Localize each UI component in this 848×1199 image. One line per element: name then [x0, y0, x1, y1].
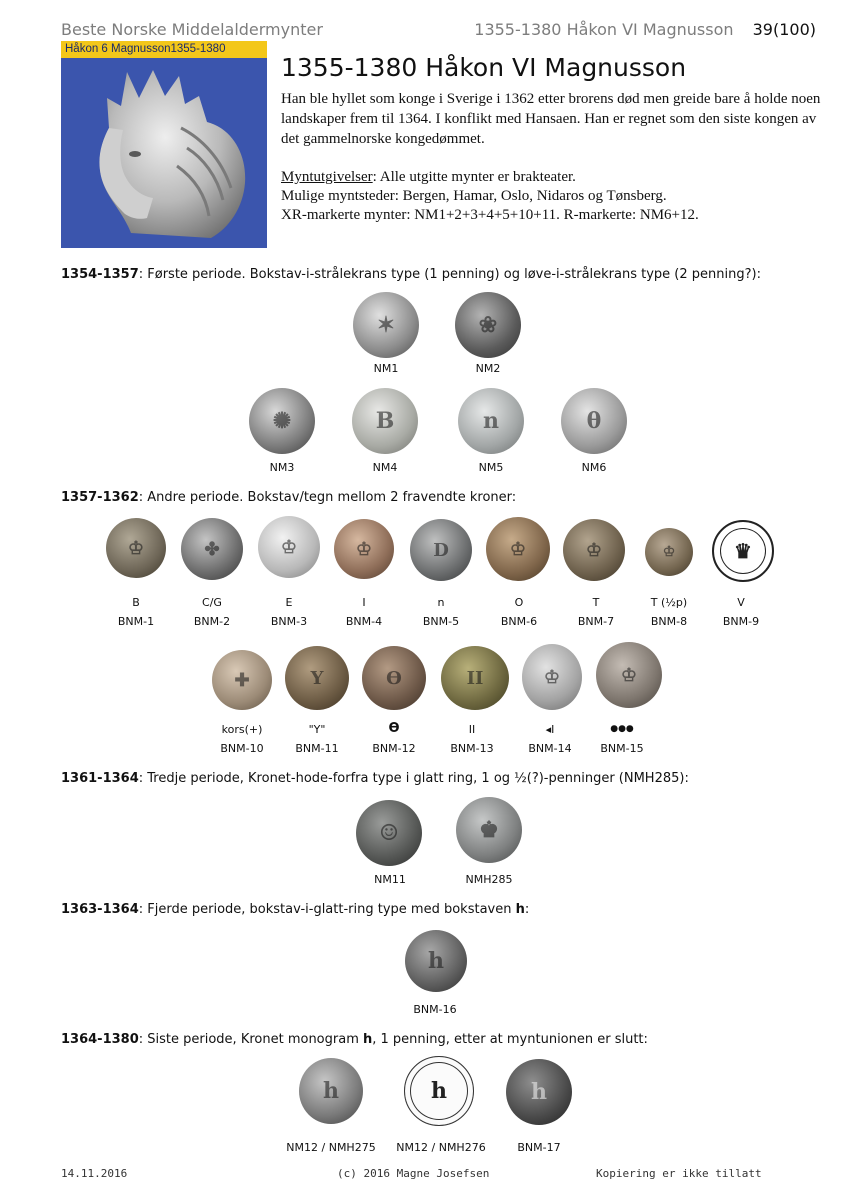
coin-catalog-label: NM12 / NMH275	[286, 1141, 376, 1154]
coin-symbol-label: kors(+)	[221, 723, 263, 736]
coin-catalog-label: BNM-9	[722, 615, 760, 628]
coin-nm2-image: ❀	[455, 292, 521, 358]
mint-locations-line: Mulige myntsteder: Bergen, Hamar, Oslo, Nidaros og Tønsberg.	[281, 188, 667, 204]
coin-nm1-image: ✶	[353, 292, 419, 358]
section-heading-period-5	[61, 1032, 648, 1047]
section-period: 1363-1364	[61, 902, 139, 917]
section-letter: h	[515, 902, 525, 917]
coin-catalog-label: BNM-5	[422, 615, 460, 628]
coin-issues-text: : Alle utgitte mynter er brakteater.	[372, 169, 576, 185]
section-description-end: , 1 penning, etter at myntunionen er slutt:	[372, 1032, 648, 1047]
coin-issues-label: Myntutgivelser	[281, 169, 373, 185]
section-period: 1361-1364	[61, 771, 139, 786]
coin-symbol-label: O	[514, 596, 524, 609]
coin-nm12-nmh276-drawing: h	[404, 1056, 474, 1126]
coin-bnm4-image: ♔	[334, 519, 394, 579]
coin-symbol-label: T	[592, 596, 600, 609]
coin-nmh285-image: ♚	[456, 797, 522, 863]
section-description: : Fjerde periode, bokstav-i-glatt-ring type med bokstaven	[138, 902, 516, 917]
coin-catalog-label: NM5	[478, 461, 504, 474]
coin-catalog-label: BNM-10	[220, 742, 264, 755]
coin-catalog-label: BNM-12	[372, 742, 416, 755]
header-chapter-title: 1355-1380 Håkon VI Magnusson	[474, 20, 734, 39]
coin-catalog-label: BNM-2	[193, 615, 231, 628]
section-letter: h	[363, 1032, 373, 1047]
coin-catalog-label: BNM-16	[413, 1003, 457, 1016]
king-introduction: Han ble hyllet som konge i Sverige i 1362 etter brorens død men greide bare å holde noen landskaper frem til 1364. I konflikt med Hansaen. Han er regnet som den siste kongen av det gammelnorske kongedømmet.	[281, 91, 821, 147]
header-series-title: Beste Norske Middelaldermynter	[61, 20, 323, 39]
coin-nm6-image: θ	[561, 388, 627, 454]
coin-catalog-label: NM2	[475, 362, 501, 375]
coin-symbol-label: T (½p)	[650, 596, 688, 609]
coin-catalog-label: BNM-3	[270, 615, 308, 628]
section-description: : Første periode. Bokstav-i-strålekrans type (1 penning) og løve-i-strålekrans type (2 penning?):	[138, 267, 761, 282]
coin-catalog-label: BNM-17	[517, 1141, 561, 1154]
coin-symbol-label: ϴ	[388, 721, 400, 736]
coin-symbol-label: ●●●	[610, 724, 634, 734]
coin-catalog-label: NM6	[581, 461, 607, 474]
coin-bnm3-image: ♔	[258, 516, 320, 578]
coin-bnm9-drawing: ♛	[712, 520, 774, 582]
coin-catalog-label: BNM-14	[528, 742, 572, 755]
coin-bnm1-image: ♔	[106, 518, 166, 578]
coin-bnm2-image: ✤	[181, 518, 243, 580]
coin-bnm8-image: ♔	[645, 528, 693, 576]
coin-bnm17-image: h	[506, 1059, 572, 1125]
section-description: : Siste periode, Kronet monogram	[138, 1032, 363, 1047]
coin-catalog-label: BNM-13	[450, 742, 494, 755]
coin-nm5-image: n	[458, 388, 524, 454]
coin-bnm6-image: ♔	[486, 517, 550, 581]
coin-bnm14-image: ♔	[522, 644, 582, 710]
section-period: 1357-1362	[61, 490, 139, 505]
coin-catalog-label: BNM-7	[577, 615, 615, 628]
coin-catalog-label: NM4	[372, 461, 398, 474]
footer-date: 14.11.2016	[61, 1167, 128, 1180]
coin-facts	[281, 168, 826, 225]
section-heading-period-4	[61, 902, 529, 917]
section-description: : Tredje periode, Kronet-hode-forfra type i glatt ring, 1 og ½(?)-penninger (NMH285):	[138, 771, 689, 786]
coin-symbol-label: I	[362, 596, 366, 609]
portrait-label: Håkon 6 Magnusson1355-1380	[61, 41, 267, 58]
coin-catalog-label: NM1	[373, 362, 399, 375]
coin-symbol-label: B	[132, 596, 140, 609]
coin-symbol-label: ◂I	[545, 723, 555, 736]
coin-symbol-label: E	[285, 596, 293, 609]
rarity-line: XR-markerte mynter: NM1+2+3+4+5+10+11. R-markerte: NM6+12.	[281, 207, 699, 223]
section-heading-period-3	[61, 771, 689, 786]
coin-catalog-label: NMH285	[465, 873, 513, 886]
section-heading-period-2	[61, 490, 516, 505]
coin-catalog-label: BNM-8	[650, 615, 688, 628]
coin-catalog-label: NM3	[269, 461, 295, 474]
coin-symbol-label: "Y"	[308, 723, 326, 736]
coin-nm3-image: ✺	[249, 388, 315, 454]
coin-symbol-label: II	[468, 723, 476, 736]
coin-bnm7-image: ♔	[563, 519, 625, 581]
footer-copyright: (c) 2016 Magne Josefsen	[337, 1167, 490, 1180]
coin-bnm13-image: II	[441, 646, 509, 710]
coin-bnm15-image: ♔	[596, 642, 662, 708]
coin-symbol-label: n	[437, 596, 445, 609]
section-period: 1364-1380	[61, 1032, 139, 1047]
coin-bnm5-image: D	[410, 519, 472, 581]
coin-symbol-label: C/G	[202, 596, 222, 609]
section-period: 1354-1357	[61, 267, 139, 282]
coin-bnm16-image: h	[405, 930, 467, 992]
section-description-end: :	[524, 902, 530, 917]
page-number: 39(100)	[752, 20, 816, 39]
header-chapter	[474, 20, 816, 39]
coin-catalog-label: BNM-4	[345, 615, 383, 628]
section-heading-period-1	[61, 267, 761, 282]
king-head-sculpture-image	[61, 58, 267, 248]
coin-nm4-image: B	[352, 388, 418, 454]
coin-catalog-label: NM11	[374, 873, 406, 886]
coin-catalog-label: BNM-11	[295, 742, 339, 755]
coin-issues-line	[281, 168, 826, 187]
section-description: : Andre periode. Bokstav/tegn mellom 2 fravendte kroner:	[138, 490, 517, 505]
coin-symbol-label: V	[737, 596, 745, 609]
coin-nm12-nmh275-image: h	[299, 1058, 363, 1124]
coin-nm11-image: ☺	[356, 800, 422, 866]
coin-catalog-label: BNM-15	[600, 742, 644, 755]
king-portrait	[61, 41, 267, 248]
coin-bnm12-image: ϴ	[362, 646, 426, 710]
coin-bnm11-image: Y	[285, 646, 349, 710]
coin-catalog-label: BNM-1	[117, 615, 155, 628]
page-title: 1355-1380 Håkon VI Magnusson	[281, 53, 687, 82]
coin-catalog-label: BNM-6	[500, 615, 538, 628]
footer-notice: Kopiering er ikke tillatt	[596, 1167, 762, 1180]
coin-catalog-label: NM12 / NMH276	[396, 1141, 486, 1154]
coin-bnm10-image: ✚	[212, 650, 272, 710]
